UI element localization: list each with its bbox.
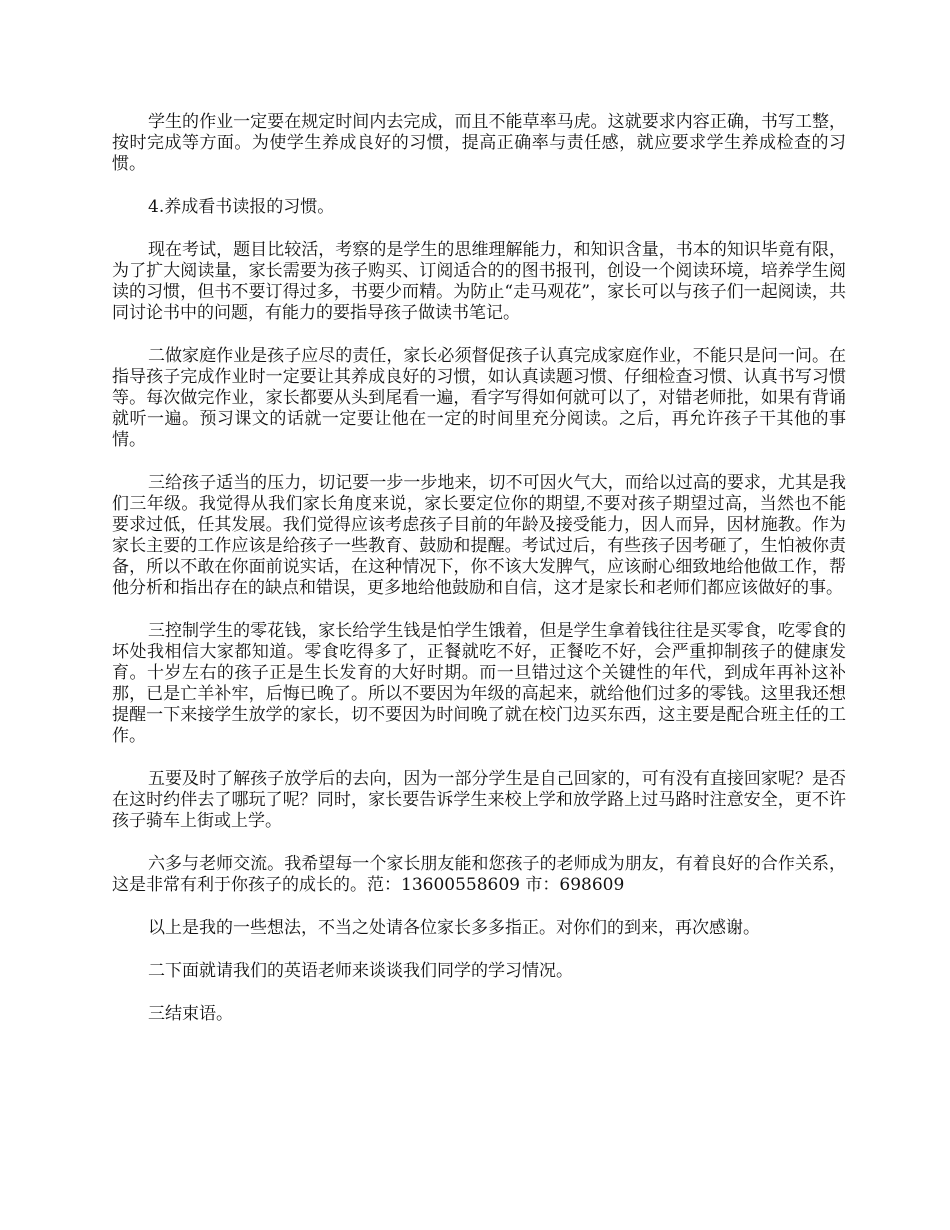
paragraph-homework-habit: 学生的作业一定要在规定时间内去完成，而且不能草率马虎。这就要求内容正确，书写工整，按时完成等方面。为使学生养成良好的习惯，提高正确率与责任感，就应要求学生养成检查的习惯。: [112, 112, 846, 174]
paragraph-pocket-money: 三控制学生的零花钱，家长给学生钱是怕学生饿着，但是学生拿着钱往往是买零食，吃零食的坏处我相信大家都知道。零食吃得多了，正餐就吃不好，正餐吃不好，会严重抑制孩子的健康发育。十岁左右的孩子正是生长发育的大好时期。而一旦错过这个关键性的年代，到成年再补这补那，已是亡羊补牢，后悔已晚了。所以不要因为年级的高起来，就给他们过多的零钱。这里我还想提醒一下来接学生放学的家长，切不要因为时间晚了就在校门边买东西，这主要是配合班主任的工作。: [112, 621, 846, 746]
paragraph-reading-habit-heading: 4.养成看书读报的习惯。: [148, 197, 335, 217]
paragraph-homework-duty: 二做家庭作业是孩子应尽的责任，家长必须督促孩子认真完成家庭作业，不能只是问一问。在指导孩子完成作业时一定要让其养成良好的习惯，如认真读题习惯、仔细检查习惯、认真书写习惯等。每次做完作业，家长都要从头到尾看一遍，看字写得如何就可以了，对错老师批，如果有背诵就听一遍。预习课文的话就一定要让他在一定的时间里充分阅读。之后，再允许孩子干其他的事情。: [112, 346, 846, 450]
paragraph-thanks: 以上是我的一些想法，不当之处请各位家长多多指正。对你们的到来，再次感谢。: [148, 918, 760, 938]
paragraph-english-teacher: 二下面就请我们的英语老师来谈谈我们同学的学习情况。: [148, 961, 573, 981]
paragraph-reading-habit: 现在考试，题目比较活，考察的是学生的思维理解能力，和知识含量，书本的知识毕竟有限，为了扩大阅读量，家长需要为孩子购买、订阅适合的的图书报刊，创设一个阅读环境，培养学生阅读的习惯，但书不要订得过多，书要少而精。为防止“走马观花”，家长可以与孩子们一起阅读，共同讨论书中的问题，有能力的要指导孩子做读书笔记。: [112, 240, 846, 323]
paragraph-communicate-teacher: 六多与老师交流。我希望每一个家长朋友能和您孩子的老师成为朋友，有着良好的合作关系，这是非常有利于你孩子的成长的。范：13600558609 市：698609: [112, 854, 846, 895]
paragraph-closing: 三结束语。: [148, 1004, 233, 1024]
paragraph-after-school: 五要及时了解孩子放学后的去向，因为一部分学生是自己回家的，可有没有直接回家呢？是否在这时约伴去了哪玩了呢？同时，家长要告诉学生来校上学和放学路上过马路时注意安全，更不许孩子骑车上街或上学。: [112, 769, 846, 831]
paragraph-appropriate-pressure: 三给孩子适当的压力，切记要一步一步地来，切不可因火气大，而给以过高的要求，尤其是我们三年级。我觉得从我们家长角度来说，家长要定位你的期望,不要对孩子期望过高，当然也不能要求过低，任其发展。我们觉得应该考虑孩子目前的年龄及接受能力，因人而异，因材施教。作为家长主要的工作应该是给孩子一些教育、鼓励和提醒。考试过后，有些孩子因考砸了，生怕被你责备，所以不敢在你面前说实话，在这种情况下，你不该大发脾气，应该耐心细致地给他做工作，帮他分析和指出存在的缺点和错误，更多地给他鼓励和自信，这才是家长和老师们都应该做好的事。: [112, 473, 846, 598]
document-page: [112, 112, 846, 1047]
